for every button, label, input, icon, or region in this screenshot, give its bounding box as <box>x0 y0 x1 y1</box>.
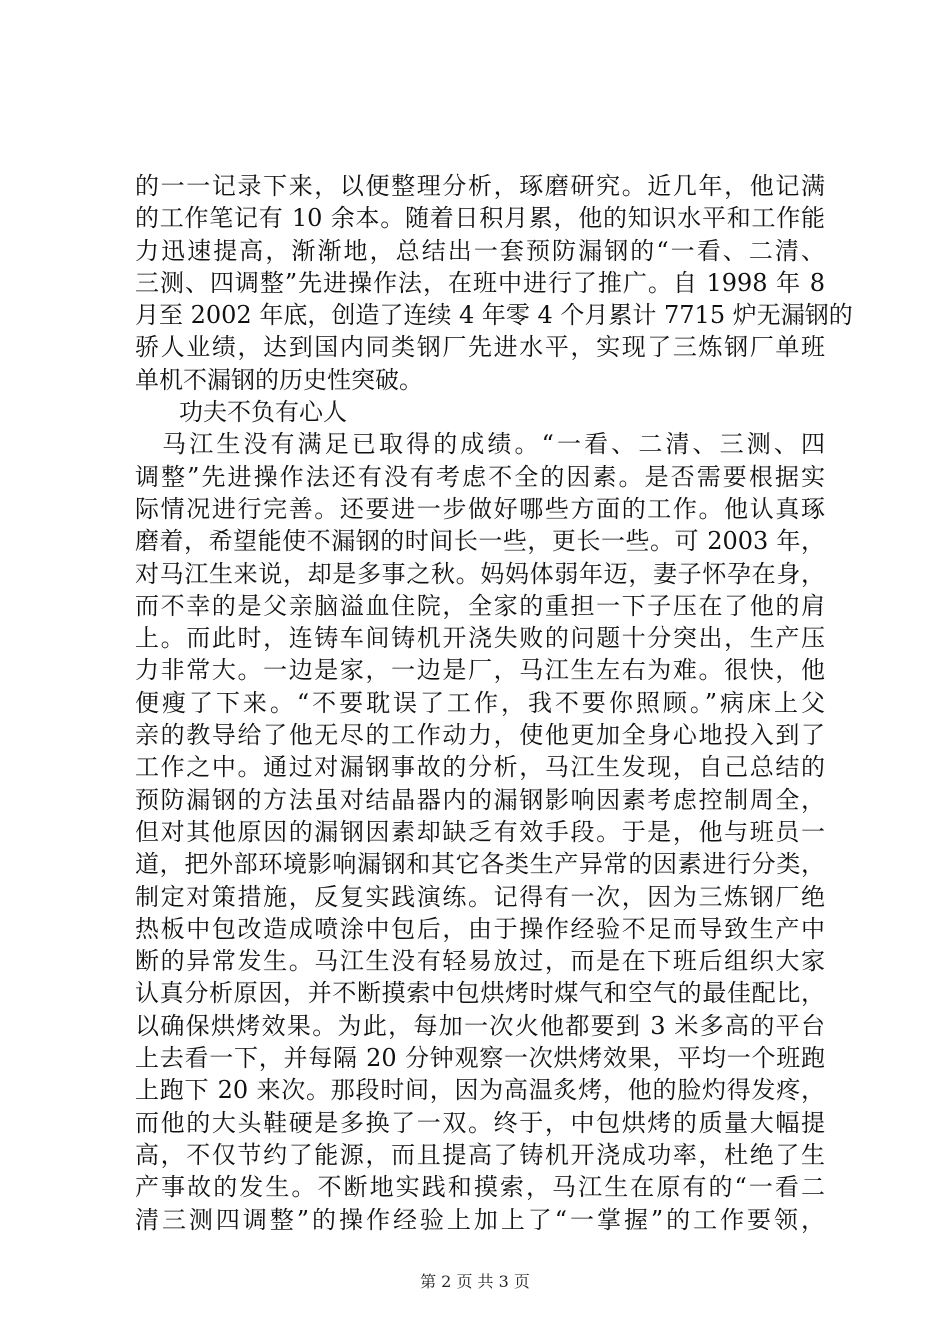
text-line: 力非常大。一边是家，一边是厂，马江生左右为难。很快，他 <box>135 656 825 685</box>
text-line: 的工作笔记有 10 余本。随着日积月累，他的知识水平和工作能 <box>135 204 825 233</box>
text-line: 单机不漏钢的历史性突破。 <box>135 365 423 394</box>
text-line: 清三测四调整”的操作经验上加上了“一掌握”的工作要领， <box>135 1205 825 1234</box>
text-line: 产事故的发生。不断地实践和摸索，马江生在原有的“一看二 <box>135 1173 825 1202</box>
text-line: 亲的教导给了他无尽的工作动力，使他更加全身心地投入到了 <box>135 721 825 750</box>
text-line: 上去看一下，并每隔 20 分钟观察一次烘烤效果，平均一个班跑 <box>135 1044 825 1073</box>
text-line: 骄人业绩，达到国内同类钢厂先进水平，实现了三炼钢厂单班 <box>135 333 825 362</box>
text-line: 便瘦了下来。“不要耽误了工作，我不要你照顾。”病床上父 <box>135 688 825 717</box>
page-number-label: 第 2 页 共 3 页 <box>420 1272 530 1291</box>
text-line: 际情况进行完善。还要进一步做好哪些方面的工作。他认真琢 <box>135 494 825 523</box>
text-line: 制定对策措施，反复实践演练。记得有一次，因为三炼钢厂绝 <box>135 882 825 911</box>
text-line: 力迅速提高，渐渐地，总结出一套预防漏钢的“一看、二清、 <box>135 236 825 265</box>
text-line: 上跑下 20 来次。那段时间，因为高温炙烤，他的脸灼得发疼， <box>135 1076 825 1105</box>
text-line: 月至 2002 年底，创造了连续 4 年零 4 个月累计 7715 炉无漏钢的 <box>135 301 853 330</box>
text-line: 而他的大头鞋硬是多换了一双。终于，中包烘烤的质量大幅提 <box>135 1108 825 1137</box>
text-line: 三测、四调整”先进操作法，在班中进行了推广。自 1998 年 8 <box>135 268 825 297</box>
text-line: 上。而此时，连铸车间铸机开浇失败的问题十分突出，生产压 <box>135 624 825 653</box>
text-line: 工作之中。通过对漏钢事故的分析，马江生发现，自己总结的 <box>135 753 825 782</box>
section-heading: 功夫不负有心人 <box>179 398 347 427</box>
text-line: 断的异常发生。马江生没有轻易放过，而是在下班后组织大家 <box>135 947 825 976</box>
text-line: 热板中包改造成喷涂中包后，由于操作经验不足而导致生产中 <box>135 914 825 943</box>
text-line: 预防漏钢的方法虽对结晶器内的漏钢影响因素考虑控制周全， <box>135 785 825 814</box>
text-line: 对马江生来说，却是多事之秋。妈妈体弱年迈，妻子怀孕在身， <box>135 559 825 588</box>
page-footer <box>0 1272 950 1292</box>
text-line: 而不幸的是父亲脑溢血住院，全家的重担一下子压在了他的肩 <box>135 591 825 620</box>
text-line: 调整”先进操作法还有没有考虑不全的因素。是否需要根据实 <box>135 462 825 491</box>
text-line: 但对其他原因的漏钢因素却缺乏有效手段。于是，他与班员一 <box>135 817 825 846</box>
text-line: 的一一记录下来，以便整理分析，琢磨研究。近几年，他记满 <box>135 172 825 200</box>
document-body <box>135 170 853 1236</box>
text-line: 以确保烘烤效果。为此，每加一次火他都要到 3 米多高的平台 <box>135 1011 825 1040</box>
text-line: 马江生没有满足已取得的成绩。“一看、二清、三测、四 <box>135 430 825 459</box>
text-line: 道，把外部环境影响漏钢和其它各类生产异常的因素进行分类， <box>135 850 825 879</box>
text-line: 磨着，希望能使不漏钢的时间长一些，更长一些。可 2003 年， <box>135 527 825 556</box>
text-line: 高，不仅节约了能源，而且提高了铸机开浇成功率，杜绝了生 <box>135 1140 825 1169</box>
text-line: 认真分析原因，并不断摸索中包烘烤时煤气和空气的最佳配比， <box>135 979 825 1008</box>
